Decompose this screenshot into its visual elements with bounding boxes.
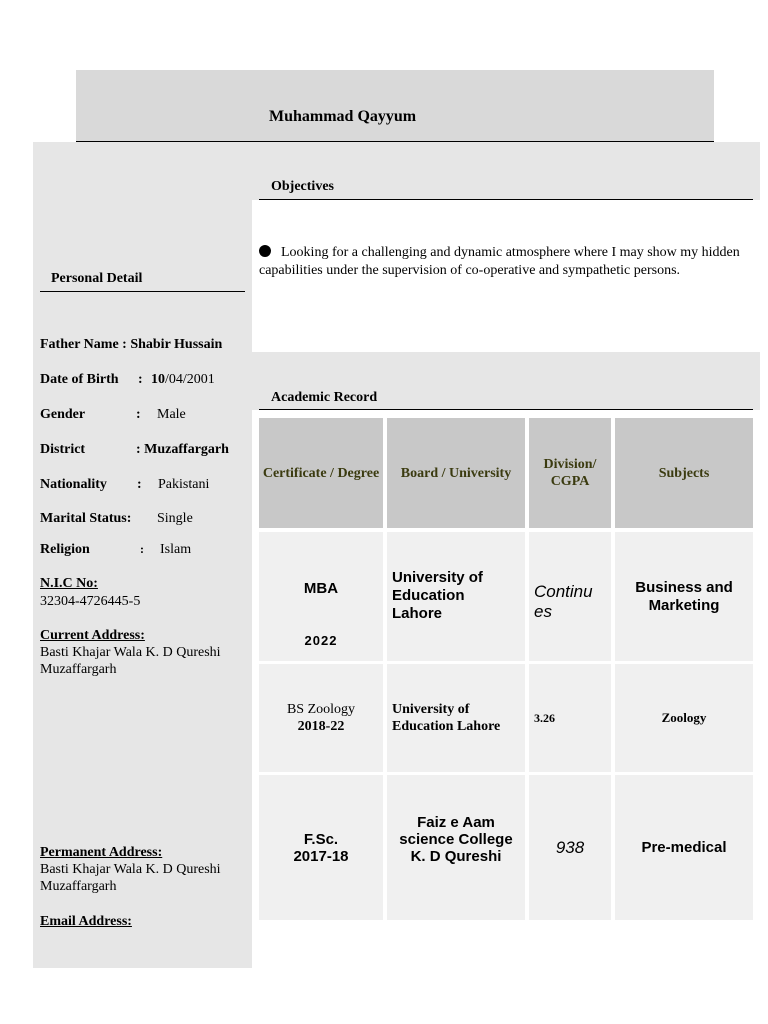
academic-record-heading: Academic Record [271, 390, 378, 405]
header-board: Board / University [387, 418, 525, 528]
objective-text: Looking for a challenging and dynamic atmosphere where I may show my hidden capabilities under the supervision of co-operative and sympathetic persons. [259, 245, 740, 278]
table-row-mba-subjects [615, 532, 753, 661]
religion-value: Islam [160, 542, 192, 557]
dob-rest: /04/2001 [165, 372, 215, 387]
current-address-label: Current Address: [40, 628, 145, 643]
table-row-mba-division [529, 532, 611, 661]
district-row [40, 442, 229, 458]
degree-text: MBA [303, 580, 339, 597]
current-address-line2: Muzaffargarh [40, 662, 117, 677]
current-address-line1: Basti Khajar Wala K. D Qureshi [40, 645, 221, 660]
gender-row [40, 407, 186, 423]
father-name-row [40, 337, 222, 353]
table-row-fsc-division [529, 775, 611, 920]
father-name-label: Father Name : [40, 337, 131, 352]
division-text: 3.26 [534, 710, 555, 725]
year-text: 2018-22 [297, 719, 345, 734]
subjects-text: Zoology [661, 710, 707, 725]
table-row-fsc-board [387, 775, 525, 920]
objectives-rule [259, 199, 753, 200]
marital-row [40, 511, 193, 527]
permanent-address-line1: Basti Khajar Wala K. D Qureshi [40, 862, 221, 877]
marital-value: Single [157, 511, 193, 526]
bullet-icon [259, 245, 271, 257]
degree-text: F.Sc. [303, 830, 339, 848]
degree-text: BS Zoology [286, 702, 356, 717]
division-text: Continu es [534, 582, 593, 621]
permanent-address-line2: Muzaffargarh [40, 879, 117, 894]
academic-record-rule [259, 409, 753, 410]
gender-label: Gender [40, 407, 86, 422]
header-subjects: Subjects [615, 418, 753, 528]
table-row-mba-degree [259, 532, 383, 661]
year-text: 2017-18 [293, 847, 349, 865]
nic-value: 32304-4726445-5 [40, 594, 141, 609]
district-label: District [40, 442, 86, 457]
objective-paragraph [259, 244, 759, 279]
candidate-name: Muhammad Qayyum [269, 108, 417, 125]
board-text: Faiz e Aam science College K. D Qureshi [399, 814, 513, 865]
subjects-text: Business and Marketing [635, 578, 733, 614]
board-text: University of Education Lahore [392, 702, 501, 734]
division-text: 938 [555, 837, 585, 857]
table-row-fsc-subjects [615, 775, 753, 920]
dob-sep: : [138, 372, 143, 387]
objectives-heading: Objectives [271, 179, 334, 194]
header-box [76, 70, 714, 142]
nationality-row [40, 477, 210, 493]
gender-value: Male [157, 407, 186, 422]
nationality-sep: : [137, 477, 142, 492]
permanent-address-label: Permanent Address: [40, 845, 163, 860]
table-row-bs-subjects [615, 664, 753, 772]
email-label: Email Address: [40, 914, 132, 929]
father-name-value: Shabir Hussain [130, 337, 223, 352]
personal-detail-rule [40, 291, 245, 292]
dob-day: 10 [151, 372, 165, 387]
religion-label: Religion [40, 542, 90, 557]
header-certificate: Certificate / Degree [259, 418, 383, 528]
district-value: : Muzaffargarh [136, 442, 229, 457]
year-text: 2022 [304, 633, 338, 648]
personal-detail-heading: Personal Detail [51, 271, 143, 286]
table-row-mba-board [387, 532, 525, 661]
table-row-bs-degree [259, 664, 383, 772]
table-row-bs-board [387, 664, 525, 772]
gender-sep: : [136, 407, 141, 422]
nic-label: N.I.C No: [40, 576, 98, 591]
table-row-fsc-degree [259, 775, 383, 920]
dob-label: Date of Birth [40, 372, 119, 387]
nationality-label: Nationality [40, 477, 107, 492]
nationality-value: Pakistani [158, 477, 210, 492]
marital-label: Marital Status: [40, 511, 132, 526]
header-division: Division/ CGPA [529, 418, 611, 528]
board-text: University of Education Lahore [392, 569, 483, 622]
subjects-text: Pre-medical [641, 839, 727, 856]
religion-sep: : [140, 542, 144, 556]
table-row-bs-division [529, 664, 611, 772]
dob-row [40, 372, 215, 388]
religion-row [40, 542, 192, 558]
